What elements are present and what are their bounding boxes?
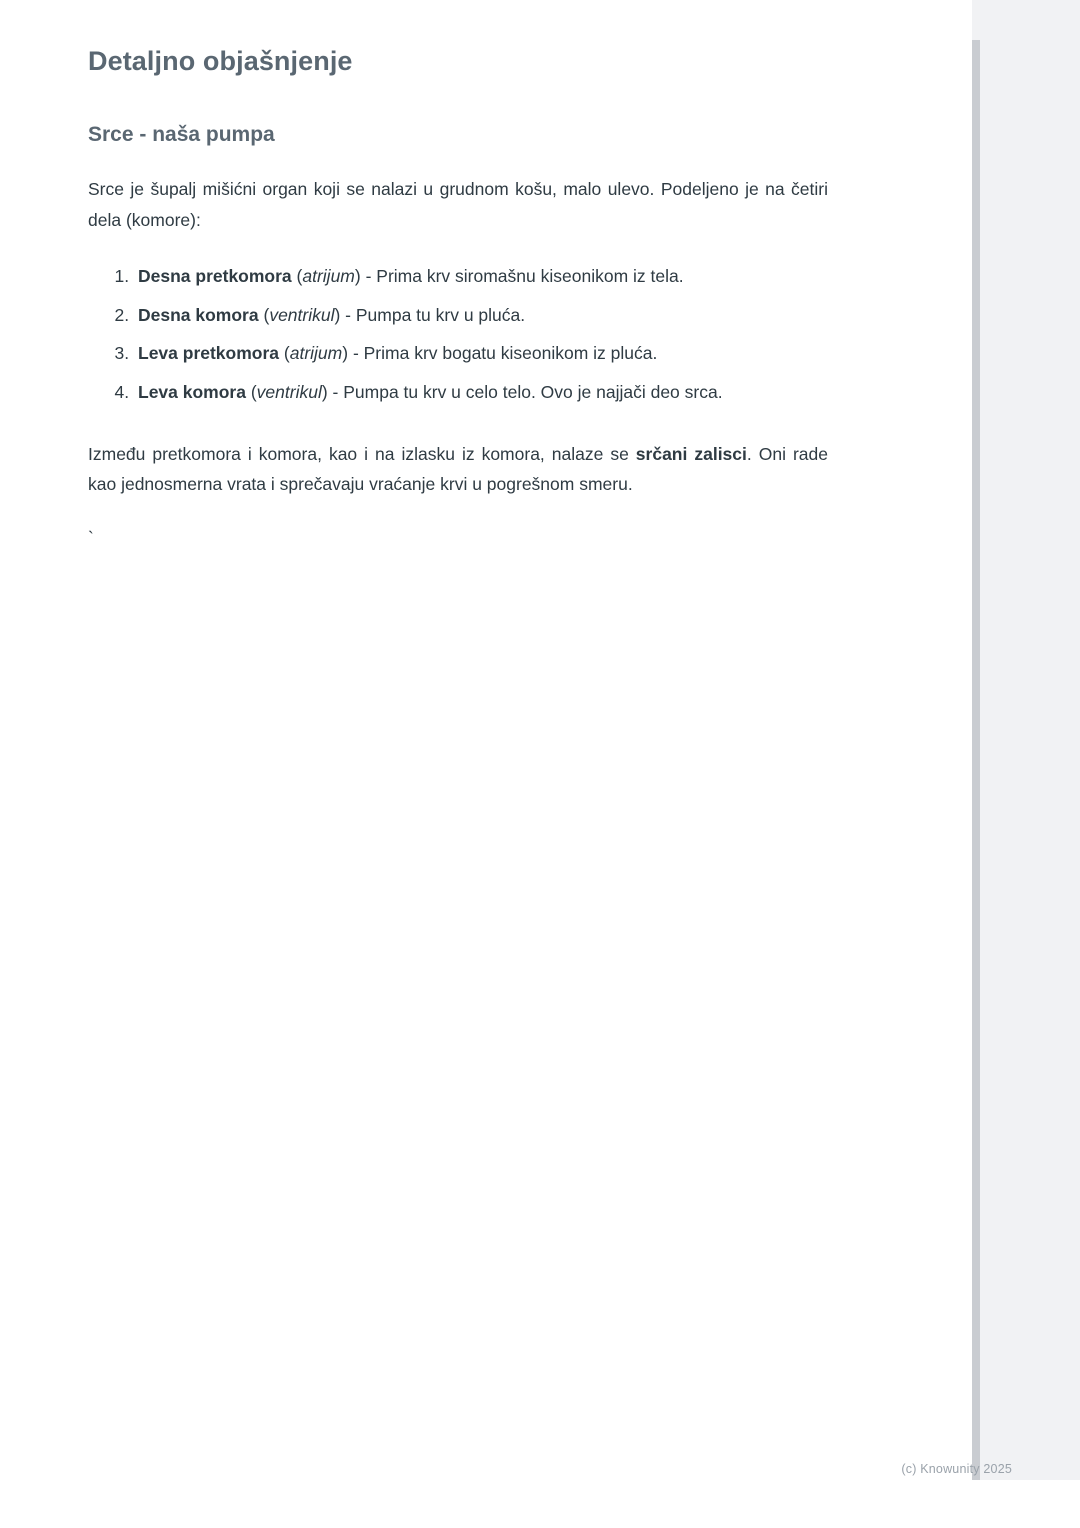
list-item-paren: ( <box>279 343 290 364</box>
list-item-latin: atrijum <box>302 266 355 287</box>
list-item-term: Desna komora <box>138 304 259 325</box>
list-item-term: Desna pretkomora <box>138 266 292 287</box>
list-item-rest: ) - Pumpa tu krv u celo telo. Ovo je najjači deo srca. <box>321 381 723 402</box>
closing-bold-term: srčani zalisci <box>635 444 747 465</box>
document-content <box>88 44 828 550</box>
closing-text-after: . Oni rade kao jednosmerna vrata i sprečavaju vraćanje krvi u pogrešnom smeru. <box>88 444 828 495</box>
list-item-paren: ( <box>258 304 270 325</box>
list-item <box>134 377 828 407</box>
list-item-latin: ventrikul <box>256 381 322 402</box>
section-title: Srce - naša pumpa <box>88 123 275 147</box>
list-item-paren: ( <box>245 381 257 402</box>
list-item <box>134 261 828 291</box>
list-item-latin: ventrikul <box>269 304 335 325</box>
closing-text-before: Između pretkomora i komora, kao i na izlasku iz komora, nalaze se <box>88 444 636 465</box>
list-item-rest: ) - Prima krv siromašnu kiseonikom iz tela. <box>354 266 684 287</box>
list-item-rest: ) - Prima krv bogatu kiseonikom iz pluća. <box>342 343 658 364</box>
list-item <box>134 338 828 368</box>
closing-paragraph <box>88 439 828 500</box>
list-item <box>134 300 828 330</box>
list-item-term: Leva komora <box>138 381 246 402</box>
stray-backtick: ` <box>88 527 94 548</box>
list-item-rest: ) - Pumpa tu krv u pluća. <box>334 304 526 325</box>
list-item-paren: ( <box>291 266 303 287</box>
footer-credit: (c) Knowunity 2025 <box>901 1462 1012 1476</box>
list-item-term: Leva pretkomora <box>138 343 280 364</box>
scrollbar-track[interactable] <box>972 40 980 1480</box>
intro-paragraph: Srce je šupalj mišićni organ koji se nalazi u grudnom košu, malo ulevo. Podeljeno je na četiri dela (komore): <box>88 179 828 230</box>
page-title: Detaljno objašnjenje <box>88 46 353 76</box>
heart-chambers-list <box>88 261 828 407</box>
list-item-latin: atrijum <box>289 343 343 364</box>
right-gutter <box>972 0 1080 1480</box>
